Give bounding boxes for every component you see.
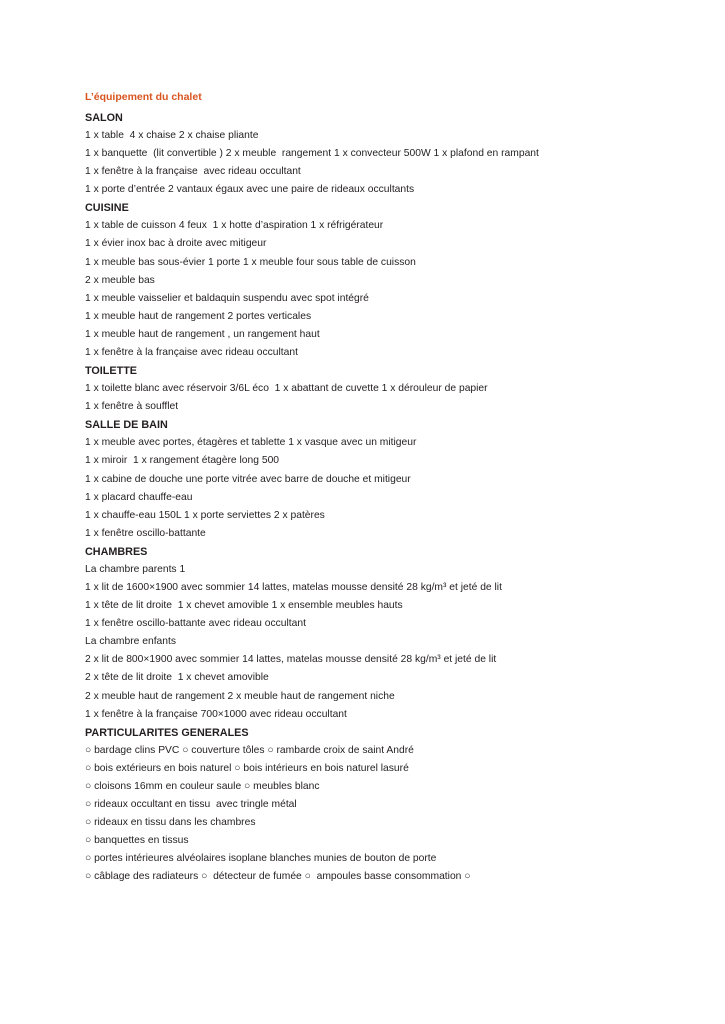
document-line: 1 x table 4 x chaise 2 x chaise pliante [85,130,259,141]
document-line: 1 x chauffe-eau 150L 1 x porte serviettes 2 x patères [85,509,325,521]
document-line: ○ banquettes en tissus [85,835,189,847]
page-title: L’équipement du chalet [85,91,202,103]
document-line: 1 x fenêtre oscillo-battante avec rideau occultant [85,618,306,630]
document-line: ○ câblage des radiateurs ○ détecteur de fumée ○ ampoules basse consommation ○ [85,871,471,883]
document-line: 1 x table de cuisson 4 feux 1 x hotte d’aspiration 1 x réfrigérateur [85,220,384,232]
document-line: 1 x toilette blanc avec réservoir 3/6L éco 1 x abattant de cuvette 1 x dérouleur de papier [85,383,488,395]
document-line: 1 x meuble vaisselier et baldaquin suspendu avec spot intégré [85,292,369,304]
document-line: ○ cloisons 16mm en couleur saule ○ meubles blanc [85,780,320,792]
document-line: 2 x lit de 800×1900 avec sommier 14 lattes, matelas mousse densité 28 kg/m³ et jeté de lit [85,654,497,666]
document-section [85,543,645,724]
document-section [85,724,645,887]
document-line: ○ bois extérieurs en bois naturel ○ bois intérieurs en bois naturel lasuré [85,762,409,774]
document-line: La chambre parents 1 [85,563,186,575]
document-line: ○ rideaux occultant en tissu avec tringle métal [85,799,297,810]
document-line: 1 x meuble avec portes, étagères et tablette 1 x vasque avec un mitigeur [85,437,417,449]
document-line: 1 x meuble haut de rangement 2 portes verticales [85,310,312,322]
document-line: 1 x fenêtre à la française avec rideau occultant [85,166,301,178]
section-heading: CHAMBRES [85,545,148,558]
document-line: La chambre enfants [85,636,177,648]
section-heading: TOILETTE [85,365,137,378]
document-section [85,362,645,416]
document-line: 1 x lit de 1600×1900 avec sommier 14 lattes, matelas mousse densité 28 kg/m³ et jeté de lit [85,581,502,593]
document-line: ○ portes intérieures alvéolaires isoplane blanches munies de bouton de porte [85,853,437,865]
document-line: 1 x cabine de douche une porte vitrée avec barre de douche et mitigeur [85,473,411,485]
document-line: 1 x placard chauffe-eau [85,491,193,503]
document-section [85,109,645,199]
document-line: 1 x banquette (lit convertible ) 2 x meuble rangement 1 x convecteur 500W 1 x plafond en rampant [85,148,539,160]
document-section [85,416,645,543]
document-line: 1 x miroir 1 x rangement étagère long 500 [85,455,280,467]
document-line: 1 x fenêtre à la française avec rideau occultant [85,347,298,359]
section-heading: SALON [85,112,123,124]
section-heading: CUISINE [85,202,129,215]
document-line: 2 x meuble haut de rangement 2 x meuble haut de rangement niche [85,690,395,702]
document-line: ○ rideaux en tissu dans les chambres [85,817,256,829]
document-body [85,109,645,886]
document-line: 1 x porte d’entrée 2 vantaux égaux avec une paire de rideaux occultants [85,184,415,196]
document-line: 1 x évier inox bac à droite avec mitigeur [85,238,267,250]
document-line: 2 x meuble bas [85,274,155,286]
section-heading: SALLE DE BAIN [85,419,168,432]
document-line: 1 x fenêtre à la française 700×1000 avec rideau occultant [85,708,347,720]
section-heading: PARTICULARITES GENERALES [85,726,249,739]
document-line: 1 x meuble haut de rangement , un rangement haut [85,328,320,340]
document-section [85,199,645,362]
document-line: 1 x meuble bas sous-évier 1 porte 1 x meuble four sous table de cuisson [85,256,416,268]
document-line: 1 x fenêtre oscillo-battante [85,527,206,539]
document-line: 1 x fenêtre à soufflet [85,401,179,413]
document-line: 1 x tête de lit droite 1 x chevet amovible 1 x ensemble meubles hauts [85,600,403,612]
document-line: 2 x tête de lit droite 1 x chevet amovible [85,672,269,684]
document-line: ○ bardage clins PVC ○ couverture tôles ○ rambarde croix de saint André [85,744,414,756]
